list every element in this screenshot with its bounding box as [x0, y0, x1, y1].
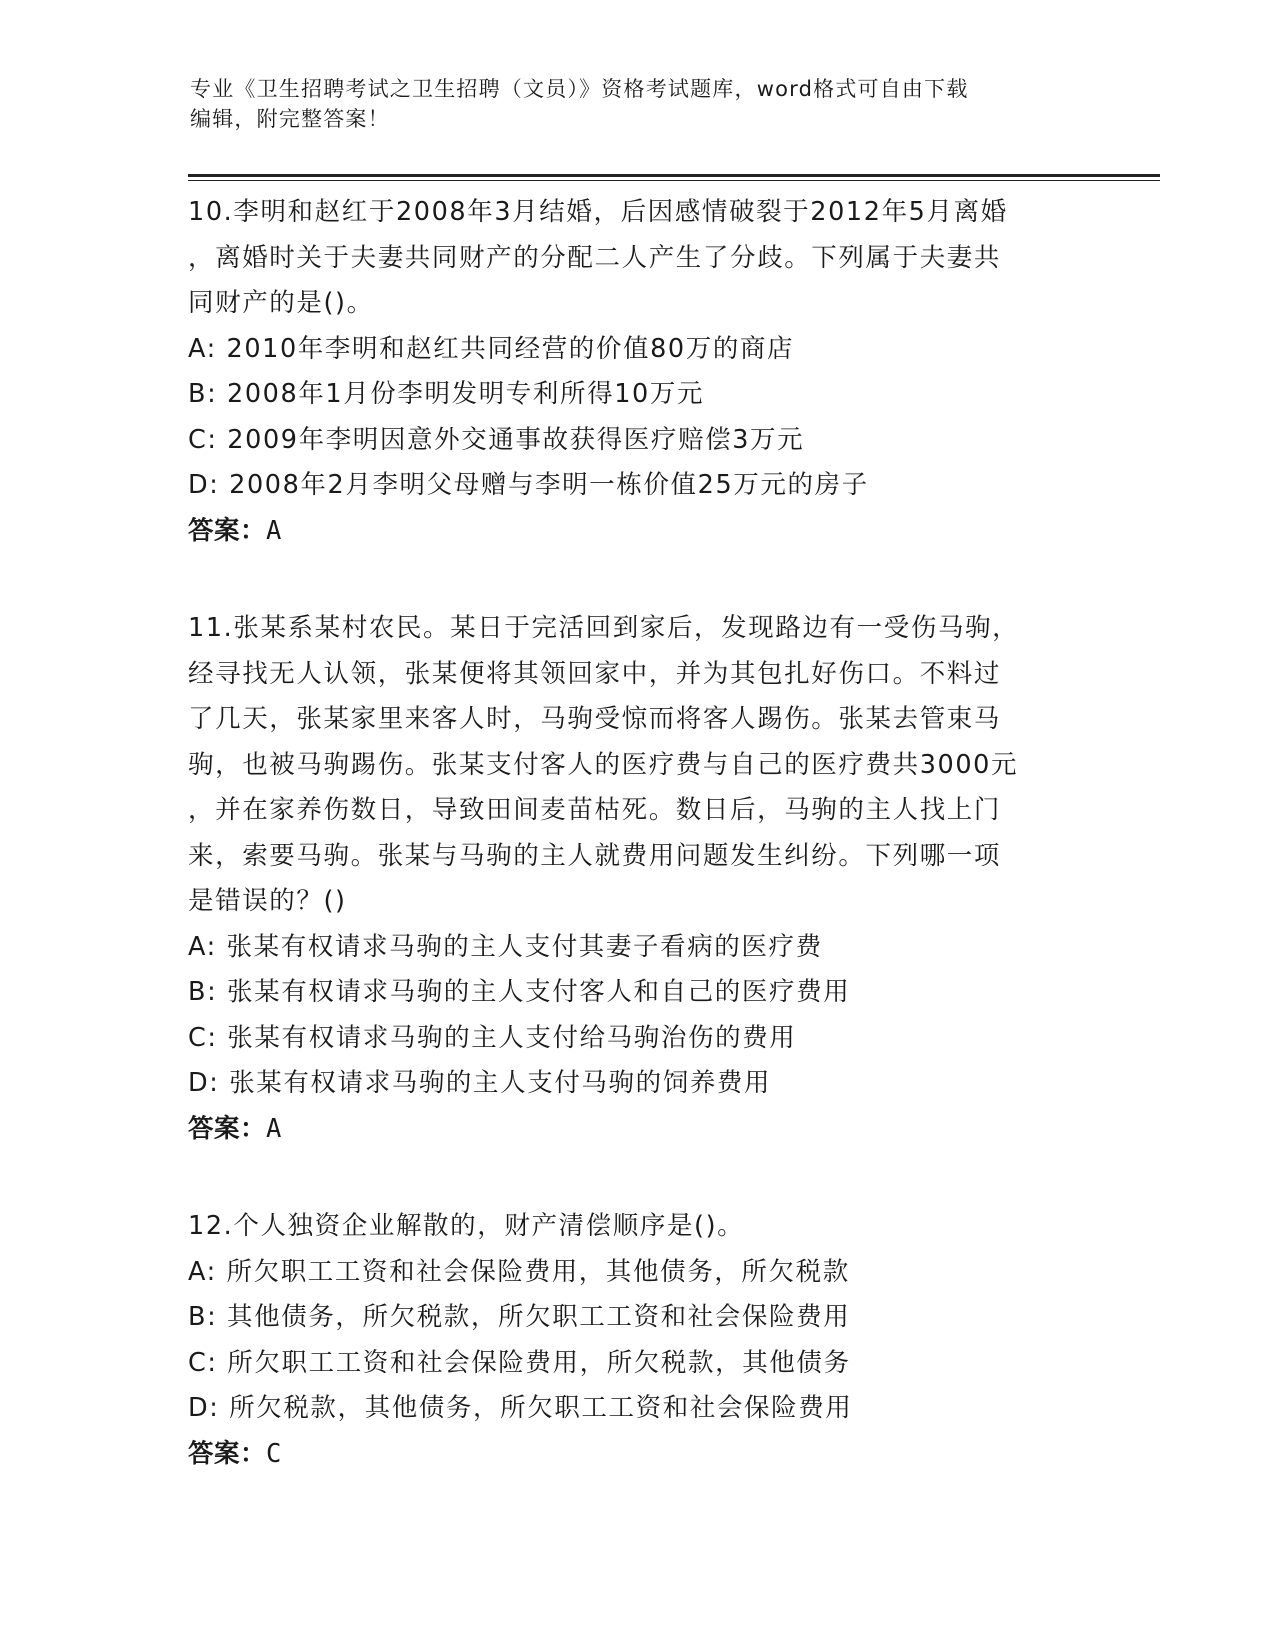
question-11: [188, 606, 1088, 1152]
question-text-line: 是错误的？(): [188, 886, 347, 916]
question-text-line: 驹，也被马驹踢伤。张某支付客人的医疗费与自己的医疗费共3000元: [188, 749, 1019, 780]
answer-value: A: [266, 515, 282, 546]
question-12: [188, 1204, 1088, 1477]
option-b: B: 张某有权请求马驹的主人支付客人和自己的医疗费用: [188, 977, 851, 1007]
header-line-1: 专业《卫生招聘考试之卫生招聘（文员）》资格考试题库，word格式可自由下载: [190, 77, 969, 101]
answer-line: [188, 1432, 1088, 1478]
answer-label: 答案：: [188, 515, 267, 546]
question-text-line: ，并在家养伤数日，导致田间麦苗枯死。数日后，马驹的主人找上门: [188, 795, 1002, 825]
question-text-line: 来，索要马驹。张某与马驹的主人就费用问题发生纠纷。下列哪一项: [188, 840, 1002, 871]
header-divider-thick: [188, 174, 1160, 177]
option-d: D: 张某有权请求马驹的主人支付马驹的饲养费用: [188, 1068, 772, 1098]
document-header: [190, 74, 1070, 134]
question-text-line: ，离婚时关于夫妻共同财产的分配二人产生了分歧。下列属于夫妻共: [188, 242, 1002, 273]
question-text-line: 12.个人独资企业解散的，财产清偿顺序是()。: [188, 1211, 745, 1241]
option-c: C: 所欠职工工资和社会保险费用，所欠税款，其他债务: [188, 1347, 851, 1378]
header-divider-thin: [188, 180, 1160, 181]
question-list: [188, 190, 1088, 1529]
option-b: B: 2008年1月份李明发明专利所得10万元: [188, 379, 705, 409]
question-text-line: 了几天，张某家里来客人时，马驹受惊而将客人踢伤。张某去管束马: [188, 704, 1002, 734]
answer-label: 答案：: [188, 1113, 267, 1144]
option-d: D: 2008年2月李明父母赠与李明一栋价值25万元的房子: [188, 470, 869, 500]
answer-line: [188, 1107, 1088, 1153]
question-10: [188, 190, 1088, 554]
answer-label: 答案：: [188, 1438, 267, 1469]
question-text-line: 11.张某系某村农民。某日于完活回到家后，发现路边有一受伤马驹，: [188, 613, 1020, 643]
answer-value: C: [266, 1438, 282, 1469]
option-a: A: 所欠职工工资和社会保险费用，其他债务，所欠税款: [188, 1256, 850, 1287]
option-c: C: 张某有权请求马驹的主人支付给马驹治伤的费用: [188, 1022, 797, 1053]
option-b: B: 其他债务，所欠税款，所欠职工工资和社会保险费用: [188, 1302, 851, 1332]
question-text-line: 同财产的是()。: [188, 288, 374, 318]
option-a: A: 2010年李明和赵红共同经营的价值80万的商店: [188, 333, 795, 364]
option-a: A: 张某有权请求马驹的主人支付其妻子看病的医疗费: [188, 931, 823, 962]
answer-line: [188, 509, 1088, 555]
option-c: C: 2009年李明因意外交通事故获得医疗赔偿3万元: [188, 424, 805, 455]
question-text-line: 经寻找无人认领，张某便将其领回家中，并为其包扎好伤口。不料过: [188, 658, 1002, 689]
header-line-2: 编辑，附完整答案！: [190, 107, 390, 131]
option-d: D: 所欠税款，其他债务，所欠职工工资和社会保险费用: [188, 1393, 853, 1423]
answer-value: A: [266, 1113, 282, 1144]
question-text-line: 10.李明和赵红于2008年3月结婚，后因感情破裂于2012年5月离婚: [188, 197, 1008, 227]
